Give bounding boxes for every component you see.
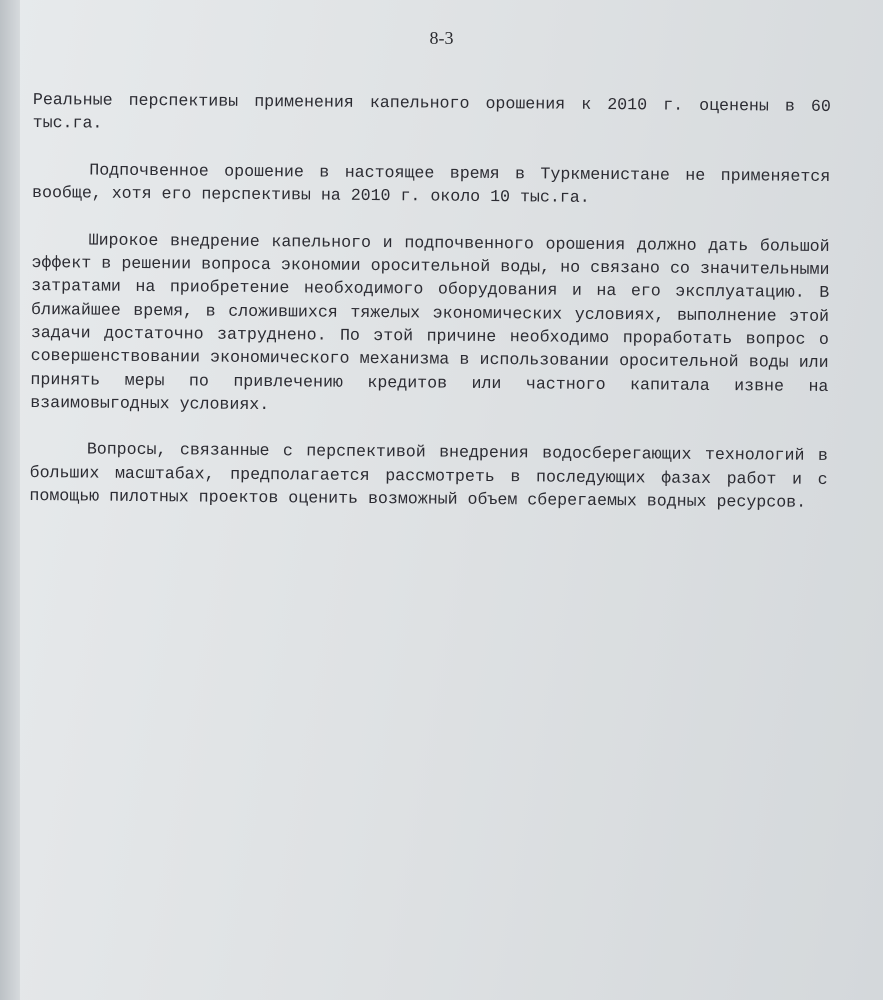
paragraph-subsurface-irrigation: Подпочвенное орошение в настоящее время в Туркменистане не применяется вообще, хотя его перспективы на 2010 г. около 10 тыс.га.: [32, 160, 831, 208]
paragraph-drip-irrigation-prospects: Реальные перспективы применения капельного орошения к 2010 г. оценены в 60 тыс.га.: [32, 89, 831, 133]
paragraph-water-saving-measures: Широкое внедрение капельного и подпочвенного орошения должно дать большой эффект в решении вопроса экономии оросительной воды, но связано со значительными затратами на приобретение необходимого оборудования и на его эксплуатацию. В ближайшее время, в сложившихся тяжелых экономических условиях, выполнение этой задачи достаточно затруднено. По этой причине необходимо проработать вопрос о совершенствовании экономического механизма в использовании оросительной воды или принять меры по привлечению кредитов или частного капитала извне на взаимовыгодных условиях.: [30, 230, 830, 414]
paragraph-future-phases: Вопросы, связанные с перспективой внедрения водосберегающих технологий в больших масштабах, предполагается рассмотреть в последующих фазах работ и с помощью пилотных проектов оценить возможный объем сберегаемых водных ресурсов.: [29, 439, 828, 512]
page-left-edge: [0, 0, 20, 1000]
page-number: 8-3: [429, 28, 454, 48]
document-body: [29, 88, 831, 538]
